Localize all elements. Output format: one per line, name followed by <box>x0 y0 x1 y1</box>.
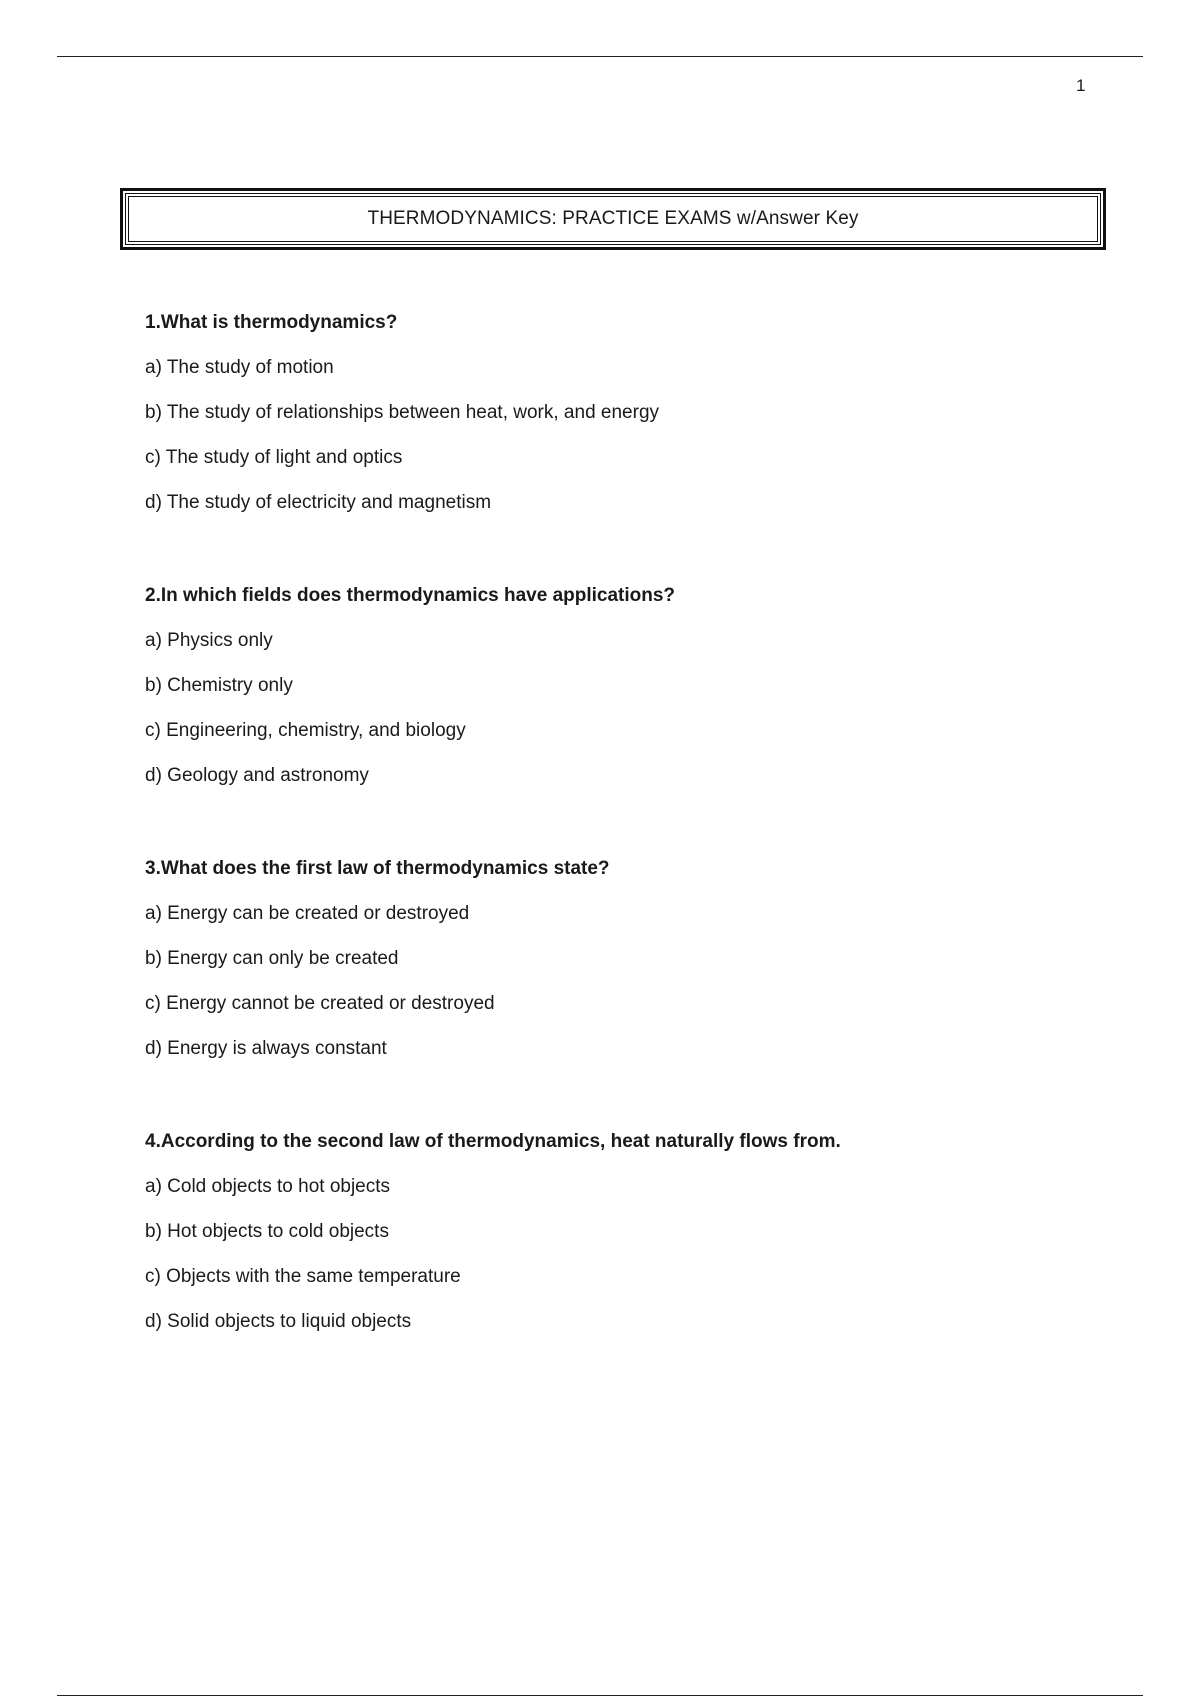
question-text: 2.In which fields does thermodynamics have applications? <box>145 585 676 606</box>
question-4 <box>145 1130 1105 1403</box>
question-1 <box>145 311 1105 584</box>
page-number: 1 <box>1076 76 1086 95</box>
question-text: 3.What does the first law of thermodynamics state? <box>145 858 610 879</box>
footer-rule <box>57 1695 1143 1696</box>
answer-option-a: a) The study of motion <box>145 357 334 378</box>
answer-option-c: c) Engineering, chemistry, and biology <box>145 720 466 741</box>
answer-option-b: b) The study of relationships between heat, work, and energy <box>145 402 660 423</box>
header-rule <box>57 56 1143 57</box>
answer-option-a: a) Physics only <box>145 630 273 651</box>
question-text: 1.What is thermodynamics? <box>145 312 398 333</box>
answer-option-d: d) Geology and astronomy <box>145 765 369 786</box>
answer-option-c: c) Objects with the same temperature <box>145 1266 461 1287</box>
answer-option-b: b) Energy can only be created <box>145 948 399 969</box>
question-3 <box>145 857 1105 1130</box>
answer-option-b: b) Hot objects to cold objects <box>145 1221 389 1242</box>
answer-option-c: c) Energy cannot be created or destroyed <box>145 993 495 1014</box>
answer-option-b: b) Chemistry only <box>145 675 293 696</box>
answer-option-c: c) The study of light and optics <box>145 447 403 468</box>
title-box <box>125 193 1101 245</box>
answer-option-a: a) Cold objects to hot objects <box>145 1176 391 1197</box>
answer-option-a: a) Energy can be created or destroyed <box>145 903 470 924</box>
answer-option-d: d) Energy is always constant <box>145 1038 387 1059</box>
answer-option-d: d) Solid objects to liquid objects <box>145 1311 412 1332</box>
question-2 <box>145 584 1105 857</box>
question-text: 4.According to the second law of thermodynamics, heat naturally flows from. <box>145 1131 841 1152</box>
question-list <box>145 311 1105 1403</box>
answer-option-d: d) The study of electricity and magnetism <box>145 492 492 513</box>
page-title: THERMODYNAMICS: PRACTICE EXAMS w/Answer Key <box>367 208 859 229</box>
